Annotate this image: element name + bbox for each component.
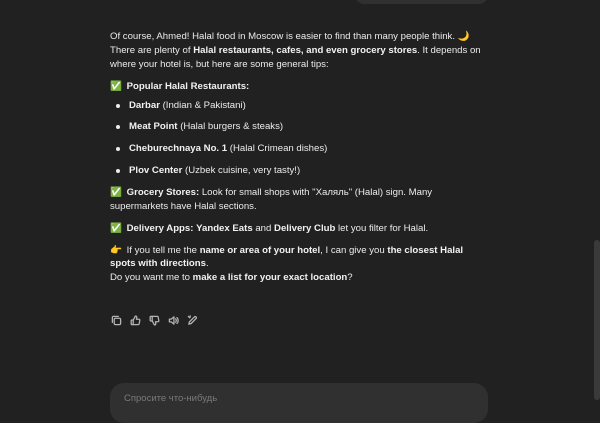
edit-icon [187,315,198,326]
intro-text-2: There are plenty of [110,44,191,56]
restaurant-desc: (Halal burgers & steaks) [180,121,284,133]
read-aloud-button[interactable] [167,314,180,327]
intro-paragraph [110,30,490,72]
moon-icon: 🌙 [457,31,470,42]
popular-heading-line [110,80,490,94]
hotel-text-3: . [205,258,209,270]
question-bold: make a list for your exact location [192,272,348,284]
question-end: ? [347,272,353,284]
message-actions [110,314,199,327]
list-item [129,99,490,113]
copy-icon [111,315,122,326]
restaurant-name: Meat Point [129,121,178,133]
yandex-eats-bold: Yandex Eats [196,222,253,234]
restaurant-name: Plov Center [129,165,183,177]
delivery-bold: Delivery Apps: [126,222,194,234]
thumbs-down-icon [149,315,160,326]
list-item [129,142,490,156]
grocery-bold: Grocery Stores: [126,186,200,198]
delivery-text: let you filter for Halal. [338,222,429,234]
delivery-paragraph [110,222,490,236]
chat-input[interactable] [122,392,466,405]
delivery-and: and [255,222,272,234]
list-item [129,120,490,134]
check-icon: ✅ [110,222,122,234]
thumbs-up-icon [130,315,141,326]
closest-spots-bold: the closest Halal spots with directions [110,244,464,270]
intro-text: Of course, Ahmed! Halal food in Moscow is easier to find than many people think. [110,31,456,42]
previous-user-message-bubble [355,0,488,4]
grocery-paragraph [110,186,490,214]
list-item [129,164,490,178]
popular-heading: Popular Halal Restaurants: [126,80,250,92]
restaurant-name: Cheburechnaya No. 1 [129,143,228,155]
restaurant-list [110,99,490,178]
hotel-text-2: , I can give you [320,244,385,256]
hotel-paragraph [110,244,490,272]
restaurant-desc: (Uzbek cuisine, very tasty!) [185,165,301,177]
restaurant-desc: (Indian & Pakistani) [162,99,246,111]
question-paragraph [110,271,490,285]
edit-button[interactable] [186,314,199,327]
restaurant-name: Darbar [129,99,160,111]
delivery-club-bold: Delivery Club [274,222,336,234]
copy-button[interactable] [110,314,123,327]
check-icon: ✅ [110,80,122,92]
check-icon: ✅ [110,186,122,198]
like-button[interactable] [129,314,142,327]
intro-text-3: . It depends on where your hotel is, but here are some general tips: [110,44,481,70]
scrollbar[interactable] [594,240,600,400]
question-text: Do you want me to [110,272,190,284]
hotel-text: If you tell me the [126,244,198,256]
dislike-button[interactable] [148,314,161,327]
composer [110,383,488,423]
pointing-hand-icon: 👉 [110,244,122,256]
hotel-bold: name or area of your hotel [199,244,321,256]
grocery-text: Look for small shops with "Халяль" (Halal) sign. Many supermarkets have Halal sections. [110,186,433,212]
intro-bold: Halal restaurants, cafes, and even grocery stores [193,44,418,56]
speaker-icon [168,315,179,326]
restaurant-desc: (Halal Crimean dishes) [229,143,328,155]
assistant-message [110,30,490,293]
